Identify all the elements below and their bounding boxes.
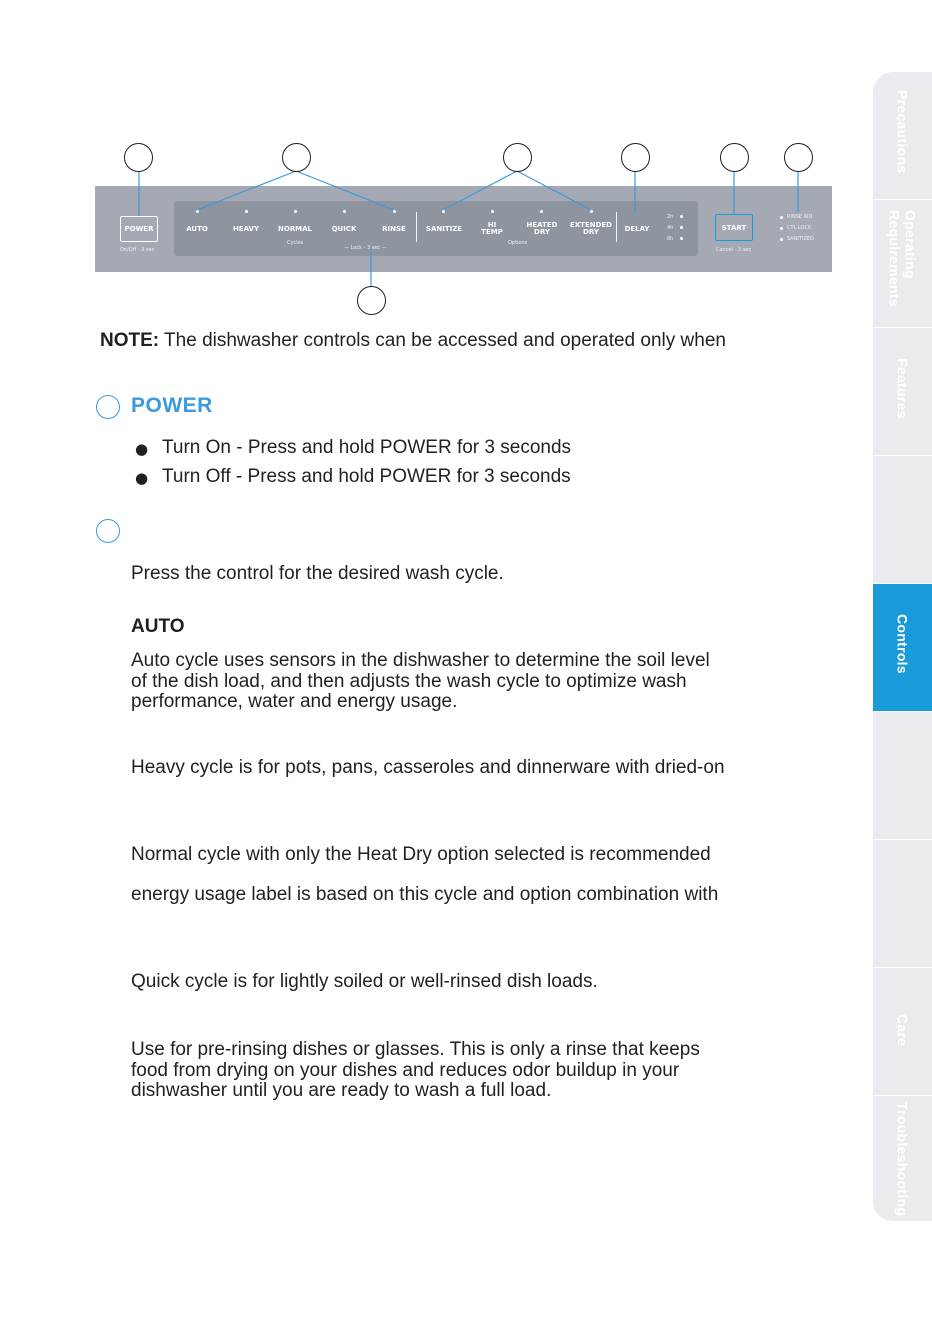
panel-option-sanitize: SANITIZE — [425, 225, 463, 233]
panel-divider — [616, 212, 617, 242]
callout-circle-start — [720, 143, 749, 172]
panel-indicator-rinseaid: RINSE AID — [787, 214, 813, 220]
panel-cycle-auto: AUTO — [186, 225, 208, 233]
note-label: NOTE: — [100, 330, 160, 351]
bullet-dot: ● — [135, 440, 149, 458]
panel-delay-8h: 8h — [667, 236, 674, 242]
panel-option-heateddry: HEATED DRY — [526, 221, 558, 236]
note-line — [100, 330, 726, 352]
tab-precautions[interactable] — [873, 72, 932, 200]
callout-circle-lock — [357, 286, 386, 315]
auto-led — [196, 210, 199, 213]
panel-power-sub: On/Off - 3 sec — [120, 247, 155, 253]
hitemp-led — [491, 210, 494, 213]
delay-2h-led — [680, 215, 683, 218]
panel-delay: DELAY — [624, 225, 650, 233]
callout-circle-cycles — [282, 143, 311, 172]
note-text: The dishwasher controls can be accessed and operated only when — [164, 330, 726, 351]
panel-delay-4h: 4h — [667, 225, 674, 231]
extendeddry-led — [590, 210, 593, 213]
delay-8h-led — [680, 237, 683, 240]
tab-label-care: Care — [894, 1014, 911, 1047]
rinse-line-3: dishwasher until you are ready to wash a full load. — [131, 1080, 552, 1101]
heavy-led — [245, 210, 248, 213]
rinse-line-2: food from drying on your dishes and reduces odor buildup in your — [131, 1059, 680, 1081]
power-heading: POWER — [131, 394, 213, 417]
panel-start-sub: Cancel - 3 sec — [716, 247, 752, 253]
power-bullet-on: Turn On - Press and hold POWER for 3 seconds — [162, 437, 572, 458]
panel-cycles-sub: Cycles — [287, 240, 304, 246]
callout-circle-options — [503, 143, 532, 172]
panel-option-extendeddry: EXTENDED DRY — [570, 221, 612, 236]
rinse-paragraph — [131, 1040, 700, 1102]
section-circle-power — [96, 395, 120, 419]
power-bullet-off: Turn Off - Press and hold POWER for 3 seconds — [162, 466, 571, 487]
tab-controls[interactable] — [873, 584, 932, 712]
auto-line-3: performance, water and energy usage. — [131, 691, 458, 712]
tab-label-features: Features — [894, 358, 911, 419]
heateddry-led — [540, 210, 543, 213]
tab-label-operating-requirements — [887, 210, 919, 307]
heavy-text: Heavy cycle is for pots, pans, casseroles and dinnerware with dried-on — [131, 757, 725, 778]
auto-line-1: Auto cycle uses sensors in the dishwasher to determine the soil level — [131, 650, 710, 671]
section-circle-cycles — [96, 519, 120, 543]
quick-text: Quick cycle is for lightly soiled or well-rinsed dish loads. — [131, 971, 598, 992]
normal-led — [294, 210, 297, 213]
tab-blank-2[interactable] — [873, 712, 932, 840]
tab-label-operating: Operating — [902, 210, 919, 279]
delay-4h-led — [680, 226, 683, 229]
tab-label-requirements: Requirements — [886, 210, 903, 307]
tab-blank-1[interactable] — [873, 456, 932, 584]
normal-text-2: energy usage label is based on this cycle and option combination with — [131, 884, 719, 905]
sanitized-led — [780, 238, 783, 241]
normal-text-1: Normal cycle with only the Heat Dry option selected is recommended — [131, 844, 711, 865]
sanitize-led — [442, 210, 445, 213]
panel-start: START — [721, 224, 747, 232]
panel-cycle-heavy: HEAVY — [232, 225, 260, 233]
cycles-intro: Press the control for the desired wash cycle. — [131, 563, 504, 584]
bullet-dot: ● — [135, 469, 149, 487]
panel-options-sub: Options — [508, 240, 528, 246]
auto-line-2: of the dish load, and then adjusts the wash cycle to optimize wash — [131, 670, 687, 692]
rinseaid-led — [780, 216, 783, 219]
auto-heading: AUTO — [131, 616, 185, 637]
panel-indicator-sanitized: SANITIZED — [787, 236, 814, 242]
ctllock-led — [780, 227, 783, 230]
tab-label-precautions: Precautions — [894, 90, 911, 174]
callout-circle-delay — [621, 143, 650, 172]
tab-troubleshooting[interactable] — [873, 1096, 932, 1222]
panel-divider — [416, 212, 417, 242]
panel-lock-sub: — Lock - 3 sec — — [344, 245, 387, 251]
tab-label-controls: Controls — [894, 614, 911, 674]
panel-option-hitemp: HI TEMP — [481, 221, 503, 236]
tab-features[interactable] — [873, 328, 932, 456]
auto-paragraph — [131, 651, 710, 713]
panel-cycle-normal: NORMAL — [277, 225, 313, 233]
panel-cycle-quick: QUICK — [331, 225, 357, 233]
tab-blank-3[interactable] — [873, 840, 932, 968]
panel-cycle-rinse: RINSE — [382, 225, 406, 233]
rinse-led — [393, 210, 396, 213]
panel-delay-2h: 2h — [667, 214, 674, 220]
callout-circle-indicators — [784, 143, 813, 172]
quick-led — [343, 210, 346, 213]
tab-label-troubleshooting: Troubleshooting — [894, 1102, 911, 1217]
callout-circle-power — [124, 143, 153, 172]
panel-power-label: POWER — [124, 225, 154, 233]
tab-care[interactable] — [873, 968, 932, 1096]
panel-indicator-ctllock: CTL LOCK — [787, 225, 812, 231]
tab-operating-requirements[interactable] — [873, 200, 932, 328]
rinse-line-1: Use for pre-rinsing dishes or glasses. This is only a rinse that keeps — [131, 1039, 700, 1060]
